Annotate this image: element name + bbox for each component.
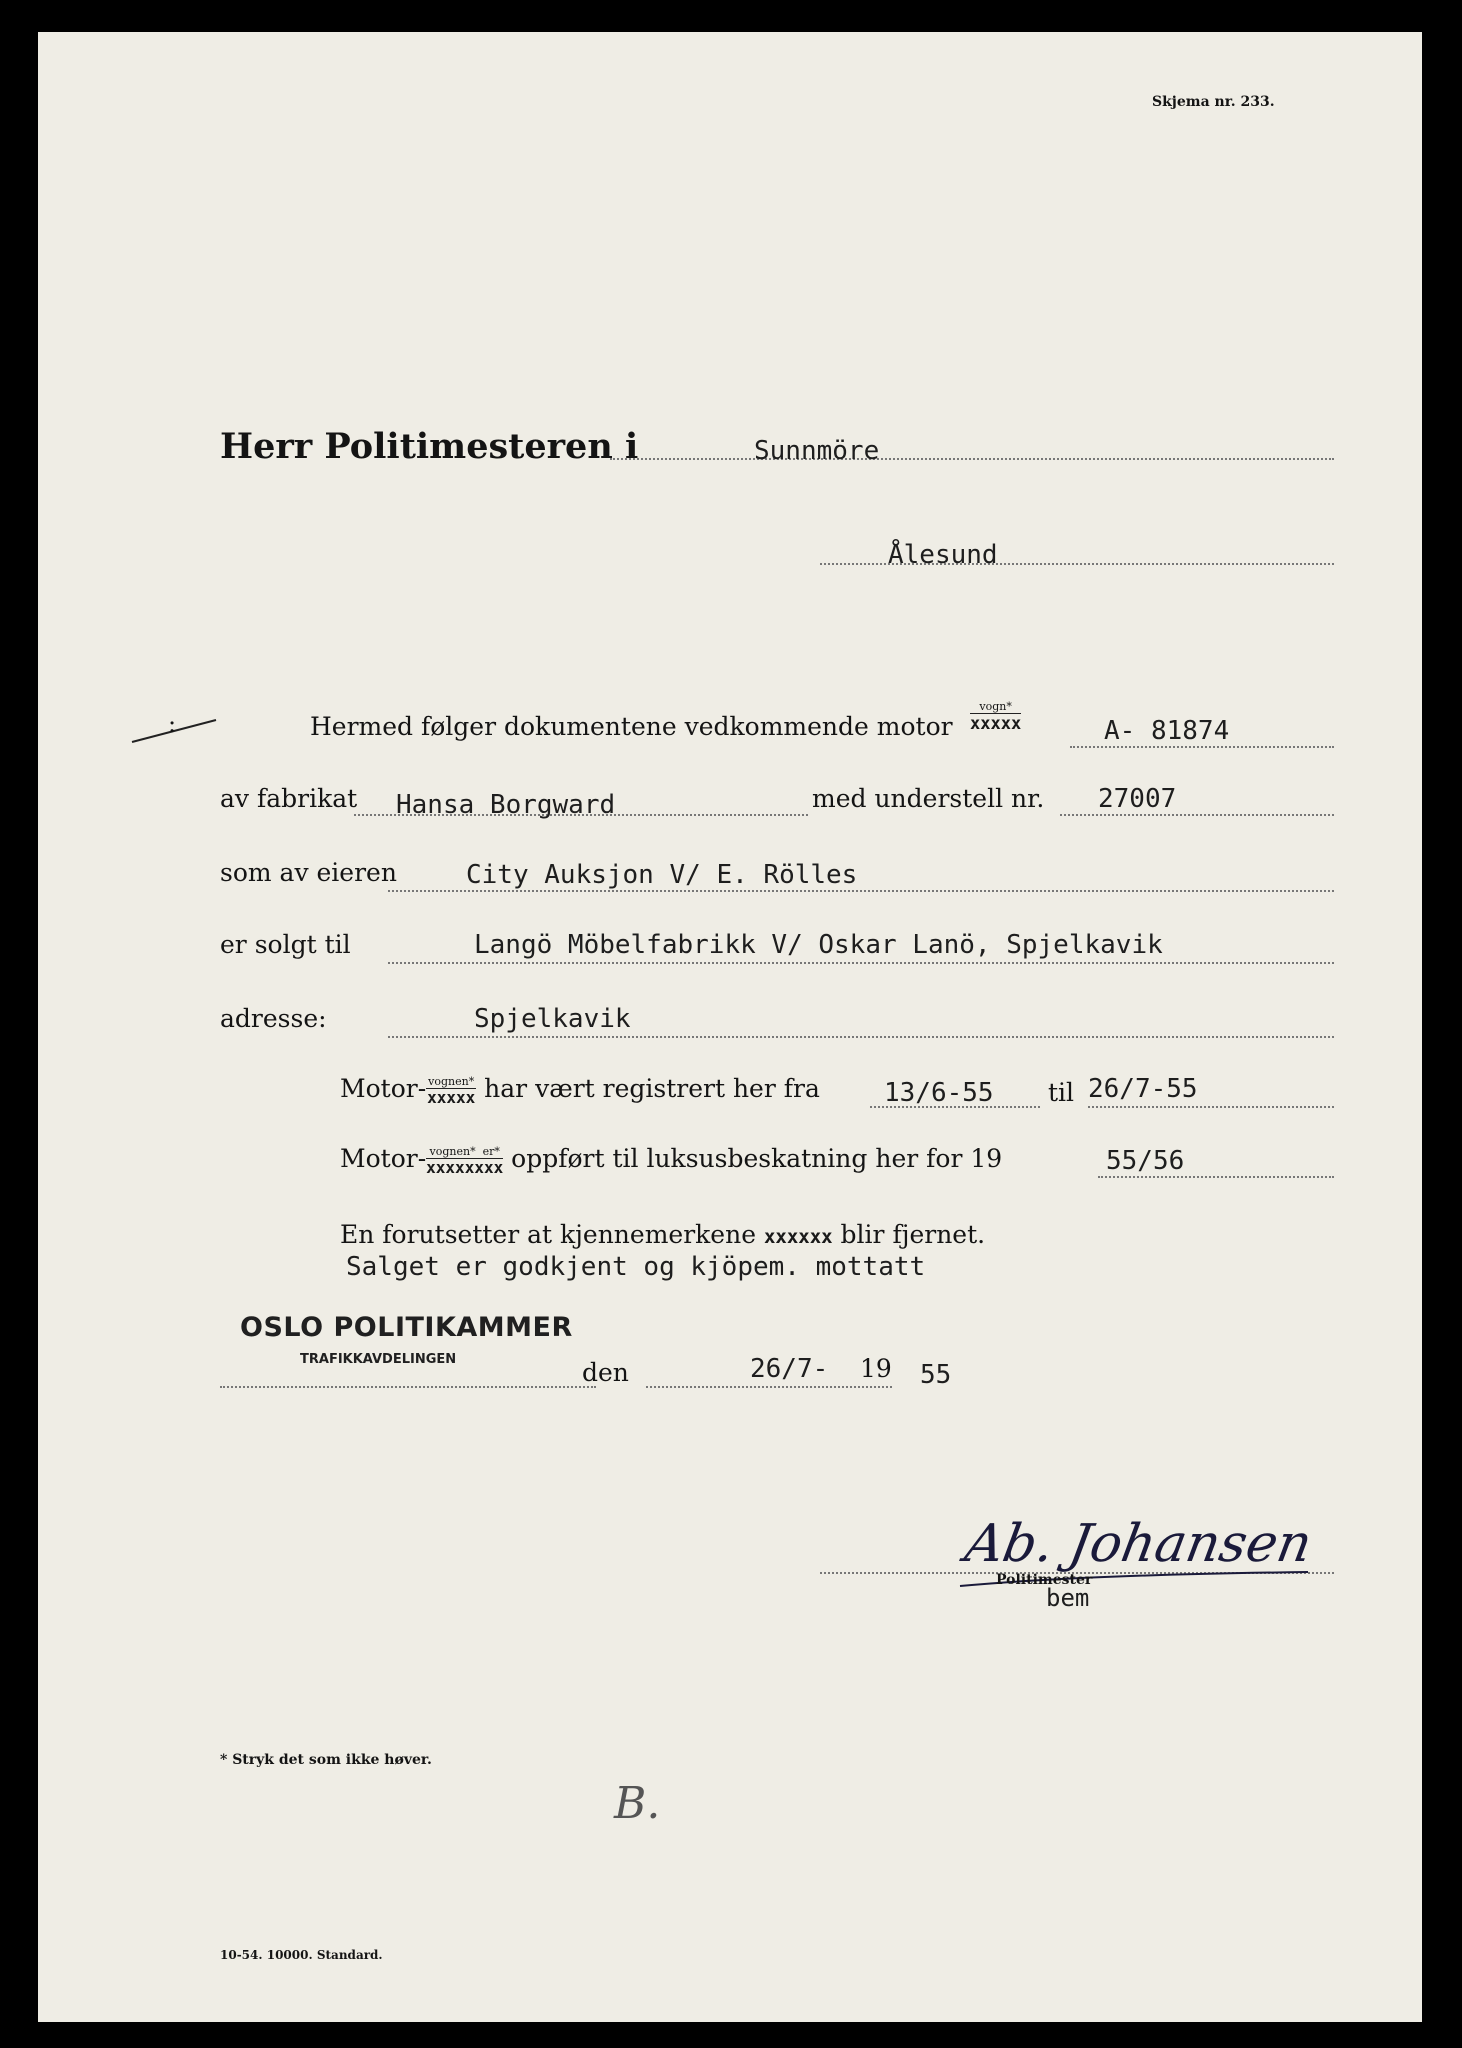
lux-year-value: 55/56 (1106, 1146, 1185, 1176)
reg-vehicle-word-top: vognen* (428, 1074, 475, 1088)
address-label: adresse: (220, 1004, 327, 1033)
date-value: 26/7- (750, 1354, 829, 1384)
buyer-value: Langö Möbelfabrikk V/ Oskar Lanö, Spjelkavik (474, 930, 1163, 960)
signature-title: Politimester (996, 1572, 1093, 1588)
document-page (38, 32, 1422, 2022)
district-dotted-line (610, 458, 1334, 460)
vehicle-word-struck: xxxxx (970, 714, 1022, 734)
registration-dotted-line (1070, 746, 1334, 748)
reg-vehicle-word-struck: xxxxx (427, 1087, 476, 1107)
registration-value: A- 81874 (1104, 716, 1230, 746)
chassis-label: med understell nr. (812, 784, 1045, 813)
buyer-dotted-line (388, 962, 1334, 964)
reg-text: har vært registrert her fra (484, 1074, 820, 1103)
plates-text-a: En forutsetter at kjennemerkene (340, 1220, 756, 1249)
address-dotted-line (388, 1036, 1334, 1038)
signature: Ab. Johansen (960, 1514, 1317, 1574)
chassis-dotted-line (1060, 814, 1334, 816)
reg-to-dotted-line (1088, 1106, 1334, 1108)
vehicle-word (970, 700, 1021, 734)
date-label: den (582, 1358, 629, 1387)
date-dotted-line (646, 1386, 892, 1388)
make-value: Hansa Borgward (396, 790, 616, 820)
lux-text: oppført til luksusbeskatning her for 19 (511, 1144, 1003, 1173)
reg-to-label: til (1048, 1078, 1075, 1107)
date-century: 19 (860, 1354, 892, 1383)
district-value: Sunnmöre (754, 436, 880, 466)
plates-text-b: blir fjernet. (840, 1220, 986, 1249)
intro-text: Hermed følger dokumentene vedkommende motor (310, 712, 953, 741)
vehicle-word-top: vogn* (970, 700, 1021, 714)
footnote: * Stryk det som ikke høver. (220, 1752, 432, 1768)
lux-vehicle-word-struck: xxxxxxxx (426, 1157, 504, 1177)
approval-note: Salget er godkjent og kjöpem. mottatt (346, 1252, 926, 1282)
reg-from-value: 13/6-55 (884, 1078, 994, 1108)
stamp-dotted-line (220, 1386, 596, 1388)
date-year: 55 (920, 1360, 952, 1390)
form-number: Skjema nr. 233. (1152, 94, 1275, 110)
luxury-tax-line (340, 1144, 1002, 1176)
make-label: av fabrikat (220, 784, 358, 813)
handwritten-mark: B. (614, 1778, 661, 1829)
salutation: Herr Politimesteren i (220, 426, 639, 467)
lux-vehicle-word-top2: er* (482, 1144, 500, 1158)
plates-struck: xxxxxx (763, 1226, 833, 1248)
plates-line (340, 1220, 985, 1249)
reg-prefix: Motor- (340, 1074, 427, 1103)
chassis-value: 27007 (1098, 784, 1177, 814)
owner-label: som av eieren (220, 858, 397, 887)
margin-mark: : (168, 710, 177, 738)
signature-suffix: bem (1046, 1584, 1090, 1612)
reg-to-value: 26/7-55 (1088, 1074, 1198, 1104)
stamp-line1: OSLO POLITIKAMMER (240, 1312, 573, 1343)
owner-value: City Auksjon V/ E. Rölles (466, 860, 858, 890)
lux-year-dotted-line (1098, 1176, 1334, 1178)
sold-label: er solgt til (220, 930, 351, 959)
address-value: Spjelkavik (474, 1004, 631, 1034)
stamp-line2: TRAFIKKAVDELINGEN (300, 1352, 457, 1367)
owner-dotted-line (388, 890, 1334, 892)
registration-period-line (340, 1074, 820, 1106)
print-info: 10-54. 10000. Standard. (220, 1948, 383, 1962)
city-value: Ålesund (888, 540, 998, 570)
reg-vehicle-word (426, 1076, 476, 1106)
lux-prefix: Motor- (340, 1144, 427, 1173)
lux-vehicle-word (426, 1146, 503, 1176)
lux-vehicle-word-top: vognen* (429, 1144, 476, 1158)
